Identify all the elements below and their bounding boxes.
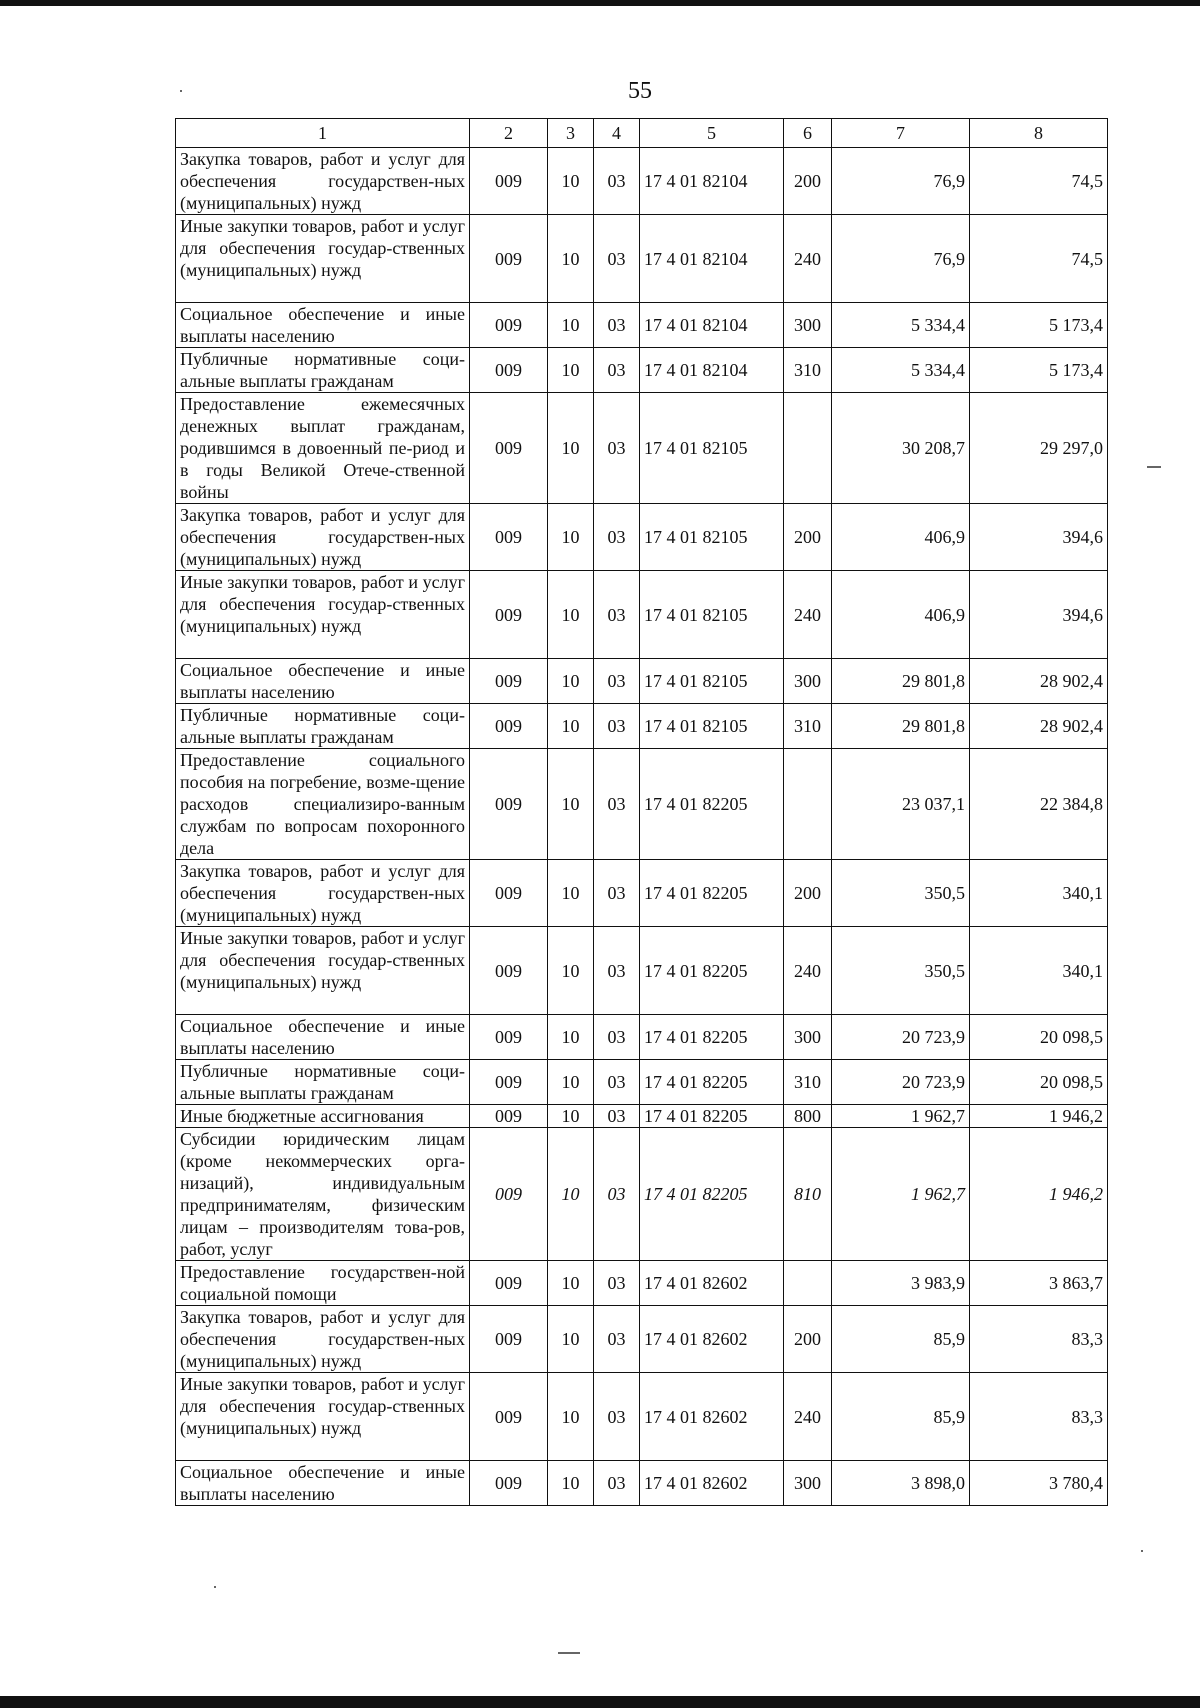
- row-expense-type: 200: [784, 148, 832, 215]
- row-amount-8: 3 863,7: [970, 1261, 1108, 1306]
- row-description: Социальное обеспечение и иные выплаты населению: [176, 659, 470, 704]
- row-section-code: 10: [548, 1373, 594, 1461]
- row-amount-8: 5 173,4: [970, 303, 1108, 348]
- row-subsection-code: 03: [594, 860, 640, 927]
- row-target-code: 17 4 01 82205: [640, 1105, 784, 1128]
- row-subsection-code: 03: [594, 927, 640, 1015]
- row-expense-type: 300: [784, 303, 832, 348]
- row-section-code: 10: [548, 393, 594, 504]
- row-description: Предоставление социального пособия на погребение, возме-щение расходов специализиро-ванным службам по вопросам похоронного дела: [176, 749, 470, 860]
- row-description: Иные закупки товаров, работ и услуг для обеспечения государ-ственных (муниципальных) нужд: [176, 1373, 470, 1461]
- row-section-code: 10: [548, 1306, 594, 1373]
- row-ved-code: 009: [470, 215, 548, 303]
- row-amount-7: 1 962,7: [832, 1105, 970, 1128]
- row-subsection-code: 03: [594, 1015, 640, 1060]
- row-description: Социальное обеспечение и иные выплаты населению: [176, 1461, 470, 1506]
- row-expense-type: 200: [784, 1306, 832, 1373]
- row-ved-code: 009: [470, 704, 548, 749]
- row-target-code: 17 4 01 82205: [640, 860, 784, 927]
- row-section-code: 10: [548, 504, 594, 571]
- page-number: 55: [628, 78, 652, 104]
- table-row: [176, 1306, 1108, 1373]
- top-scan-edge: [0, 0, 1200, 6]
- row-amount-8: 28 902,4: [970, 704, 1108, 749]
- table-body: [176, 119, 1108, 1506]
- row-amount-7: 350,5: [832, 927, 970, 1015]
- row-section-code: 10: [548, 927, 594, 1015]
- row-subsection-code: 03: [594, 393, 640, 504]
- table-row: [176, 1261, 1108, 1306]
- row-section-code: 10: [548, 1105, 594, 1128]
- row-description: Закупка товаров, работ и услуг для обеспечения государствен-ных (муниципальных) нужд: [176, 1306, 470, 1373]
- row-expense-type: 300: [784, 1461, 832, 1506]
- row-amount-7: 3 898,0: [832, 1461, 970, 1506]
- row-ved-code: 009: [470, 1060, 548, 1105]
- row-description: Закупка товаров, работ и услуг для обеспечения государствен-ных (муниципальных) нужд: [176, 504, 470, 571]
- column-header-3: 3: [548, 119, 594, 148]
- row-subsection-code: 03: [594, 148, 640, 215]
- row-section-code: 10: [548, 1015, 594, 1060]
- row-description: Иные закупки товаров, работ и услуг для обеспечения государ-ственных (муниципальных) нужд: [176, 571, 470, 659]
- row-target-code: 17 4 01 82205: [640, 1060, 784, 1105]
- row-section-code: 10: [548, 1060, 594, 1105]
- row-description: Закупка товаров, работ и услуг для обеспечения государствен-ных (муниципальных) нужд: [176, 148, 470, 215]
- row-amount-7: 3 983,9: [832, 1261, 970, 1306]
- row-section-code: 10: [548, 1461, 594, 1506]
- row-description: Публичные нормативные соци-альные выплаты гражданам: [176, 1060, 470, 1105]
- row-description: Субсидии юридическим лицам (кроме некоммерческих орга-низаций), индивидуальным предпринимателям, физическим лицам – производителям това-ров, работ, услуг: [176, 1128, 470, 1261]
- row-section-code: 10: [548, 659, 594, 704]
- column-header-2: 2: [470, 119, 548, 148]
- scan-speck: [214, 1586, 216, 1588]
- scan-speck: [180, 90, 182, 92]
- row-description: Иные закупки товаров, работ и услуг для обеспечения государ-ственных (муниципальных) нужд: [176, 927, 470, 1015]
- row-target-code: 17 4 01 82205: [640, 1015, 784, 1060]
- row-target-code: 17 4 01 82105: [640, 393, 784, 504]
- column-header-4: 4: [594, 119, 640, 148]
- row-subsection-code: 03: [594, 1461, 640, 1506]
- row-amount-7: 76,9: [832, 215, 970, 303]
- column-header-7: 7: [832, 119, 970, 148]
- row-amount-7: 30 208,7: [832, 393, 970, 504]
- row-subsection-code: 03: [594, 749, 640, 860]
- row-subsection-code: 03: [594, 704, 640, 749]
- row-amount-8: 340,1: [970, 927, 1108, 1015]
- row-ved-code: 009: [470, 1373, 548, 1461]
- table-row: [176, 1015, 1108, 1060]
- row-section-code: 10: [548, 860, 594, 927]
- row-expense-type: [784, 1261, 832, 1306]
- row-ved-code: 009: [470, 571, 548, 659]
- row-subsection-code: 03: [594, 1060, 640, 1105]
- row-subsection-code: 03: [594, 1306, 640, 1373]
- budget-table: [175, 118, 1108, 1506]
- row-expense-type: 240: [784, 927, 832, 1015]
- row-amount-8: 3 780,4: [970, 1461, 1108, 1506]
- table-row: [176, 1105, 1108, 1128]
- column-header-1: 1: [176, 119, 470, 148]
- row-ved-code: 009: [470, 927, 548, 1015]
- row-amount-7: 406,9: [832, 571, 970, 659]
- row-ved-code: 009: [470, 860, 548, 927]
- row-ved-code: 009: [470, 393, 548, 504]
- row-description: Предоставление ежемесячных денежных выплат гражданам, родившимся в довоенный пе-риод и в годы Великой Отече-ственной войны: [176, 393, 470, 504]
- row-expense-type: 310: [784, 1060, 832, 1105]
- row-target-code: 17 4 01 82104: [640, 148, 784, 215]
- table-row: [176, 659, 1108, 704]
- row-amount-7: 29 801,8: [832, 659, 970, 704]
- row-amount-7: 1 962,7: [832, 1128, 970, 1261]
- row-amount-8: 74,5: [970, 215, 1108, 303]
- row-expense-type: 300: [784, 659, 832, 704]
- table-row: [176, 749, 1108, 860]
- row-subsection-code: 03: [594, 215, 640, 303]
- scan-speck: [558, 1652, 580, 1654]
- table-row: [176, 1128, 1108, 1261]
- row-amount-8: 22 384,8: [970, 749, 1108, 860]
- column-header-6: 6: [784, 119, 832, 148]
- table-row: [176, 860, 1108, 927]
- row-amount-7: 5 334,4: [832, 348, 970, 393]
- row-description: Публичные нормативные соци-альные выплаты гражданам: [176, 704, 470, 749]
- row-amount-8: 394,6: [970, 504, 1108, 571]
- row-ved-code: 009: [470, 303, 548, 348]
- row-section-code: 10: [548, 303, 594, 348]
- row-expense-type: [784, 749, 832, 860]
- table-header-row: [176, 119, 1108, 148]
- row-expense-type: 800: [784, 1105, 832, 1128]
- row-target-code: 17 4 01 82105: [640, 704, 784, 749]
- row-description: Закупка товаров, работ и услуг для обеспечения государствен-ных (муниципальных) нужд: [176, 860, 470, 927]
- table-row: [176, 148, 1108, 215]
- row-amount-7: 76,9: [832, 148, 970, 215]
- row-ved-code: 009: [470, 1105, 548, 1128]
- row-target-code: 17 4 01 82205: [640, 749, 784, 860]
- row-description: Социальное обеспечение и иные выплаты населению: [176, 1015, 470, 1060]
- row-subsection-code: 03: [594, 303, 640, 348]
- table-row: [176, 393, 1108, 504]
- row-expense-type: 240: [784, 571, 832, 659]
- row-subsection-code: 03: [594, 1261, 640, 1306]
- row-description: Иные закупки товаров, работ и услуг для обеспечения государ-ственных (муниципальных) нужд: [176, 215, 470, 303]
- row-amount-8: 1 946,2: [970, 1128, 1108, 1261]
- row-ved-code: 009: [470, 749, 548, 860]
- row-amount-8: 5 173,4: [970, 348, 1108, 393]
- row-amount-8: 340,1: [970, 860, 1108, 927]
- row-target-code: 17 4 01 82602: [640, 1306, 784, 1373]
- row-section-code: 10: [548, 1261, 594, 1306]
- row-section-code: 10: [548, 1128, 594, 1261]
- table-row: [176, 303, 1108, 348]
- row-expense-type: [784, 393, 832, 504]
- table-row: [176, 1461, 1108, 1506]
- row-target-code: 17 4 01 82104: [640, 348, 784, 393]
- row-amount-7: 20 723,9: [832, 1015, 970, 1060]
- row-ved-code: 009: [470, 504, 548, 571]
- table-row: [176, 1373, 1108, 1461]
- table-row: [176, 927, 1108, 1015]
- row-section-code: 10: [548, 148, 594, 215]
- row-ved-code: 009: [470, 1261, 548, 1306]
- row-amount-8: 1 946,2: [970, 1105, 1108, 1128]
- table-row: [176, 704, 1108, 749]
- column-header-5: 5: [640, 119, 784, 148]
- row-amount-8: 394,6: [970, 571, 1108, 659]
- table-row: [176, 571, 1108, 659]
- row-target-code: 17 4 01 82105: [640, 659, 784, 704]
- row-subsection-code: 03: [594, 659, 640, 704]
- row-expense-type: 310: [784, 704, 832, 749]
- row-target-code: 17 4 01 82105: [640, 571, 784, 659]
- table-row: [176, 215, 1108, 303]
- row-expense-type: 240: [784, 215, 832, 303]
- row-ved-code: 009: [470, 148, 548, 215]
- table-row: [176, 1060, 1108, 1105]
- row-subsection-code: 03: [594, 1373, 640, 1461]
- row-target-code: 17 4 01 82205: [640, 927, 784, 1015]
- row-amount-7: 29 801,8: [832, 704, 970, 749]
- row-amount-7: 85,9: [832, 1373, 970, 1461]
- row-target-code: 17 4 01 82602: [640, 1461, 784, 1506]
- row-amount-8: 74,5: [970, 148, 1108, 215]
- row-target-code: 17 4 01 82602: [640, 1373, 784, 1461]
- row-subsection-code: 03: [594, 571, 640, 659]
- row-expense-type: 240: [784, 1373, 832, 1461]
- row-subsection-code: 03: [594, 1128, 640, 1261]
- row-amount-7: 23 037,1: [832, 749, 970, 860]
- row-section-code: 10: [548, 749, 594, 860]
- row-expense-type: 310: [784, 348, 832, 393]
- row-ved-code: 009: [470, 1306, 548, 1373]
- row-amount-8: 20 098,5: [970, 1015, 1108, 1060]
- row-expense-type: 200: [784, 504, 832, 571]
- row-subsection-code: 03: [594, 348, 640, 393]
- row-section-code: 10: [548, 571, 594, 659]
- row-subsection-code: 03: [594, 504, 640, 571]
- row-section-code: 10: [548, 348, 594, 393]
- row-amount-8: 28 902,4: [970, 659, 1108, 704]
- row-description: Предоставление государствен-ной социальной помощи: [176, 1261, 470, 1306]
- row-ved-code: 009: [470, 659, 548, 704]
- row-amount-7: 350,5: [832, 860, 970, 927]
- row-amount-7: 20 723,9: [832, 1060, 970, 1105]
- row-expense-type: 200: [784, 860, 832, 927]
- row-description: Иные бюджетные ассигнования: [176, 1105, 470, 1128]
- row-description: Публичные нормативные соци-альные выплаты гражданам: [176, 348, 470, 393]
- row-amount-8: 20 098,5: [970, 1060, 1108, 1105]
- row-amount-8: 83,3: [970, 1306, 1108, 1373]
- row-amount-8: 29 297,0: [970, 393, 1108, 504]
- column-header-8: 8: [970, 119, 1108, 148]
- row-target-code: 17 4 01 82105: [640, 504, 784, 571]
- row-target-code: 17 4 01 82104: [640, 215, 784, 303]
- row-ved-code: 009: [470, 1128, 548, 1261]
- row-amount-7: 5 334,4: [832, 303, 970, 348]
- row-section-code: 10: [548, 215, 594, 303]
- row-target-code: 17 4 01 82602: [640, 1261, 784, 1306]
- row-amount-7: 85,9: [832, 1306, 970, 1373]
- scan-speck: [1141, 1550, 1143, 1552]
- row-expense-type: 810: [784, 1128, 832, 1261]
- row-description: Социальное обеспечение и иные выплаты населению: [176, 303, 470, 348]
- row-target-code: 17 4 01 82205: [640, 1128, 784, 1261]
- row-ved-code: 009: [470, 1015, 548, 1060]
- row-subsection-code: 03: [594, 1105, 640, 1128]
- bottom-scan-edge: [0, 1696, 1200, 1708]
- row-ved-code: 009: [470, 348, 548, 393]
- row-amount-7: 406,9: [832, 504, 970, 571]
- table-row: [176, 504, 1108, 571]
- row-expense-type: 300: [784, 1015, 832, 1060]
- row-ved-code: 009: [470, 1461, 548, 1506]
- table-row: [176, 348, 1108, 393]
- row-amount-8: 83,3: [970, 1373, 1108, 1461]
- row-target-code: 17 4 01 82104: [640, 303, 784, 348]
- row-section-code: 10: [548, 704, 594, 749]
- scan-speck: [1147, 466, 1161, 468]
